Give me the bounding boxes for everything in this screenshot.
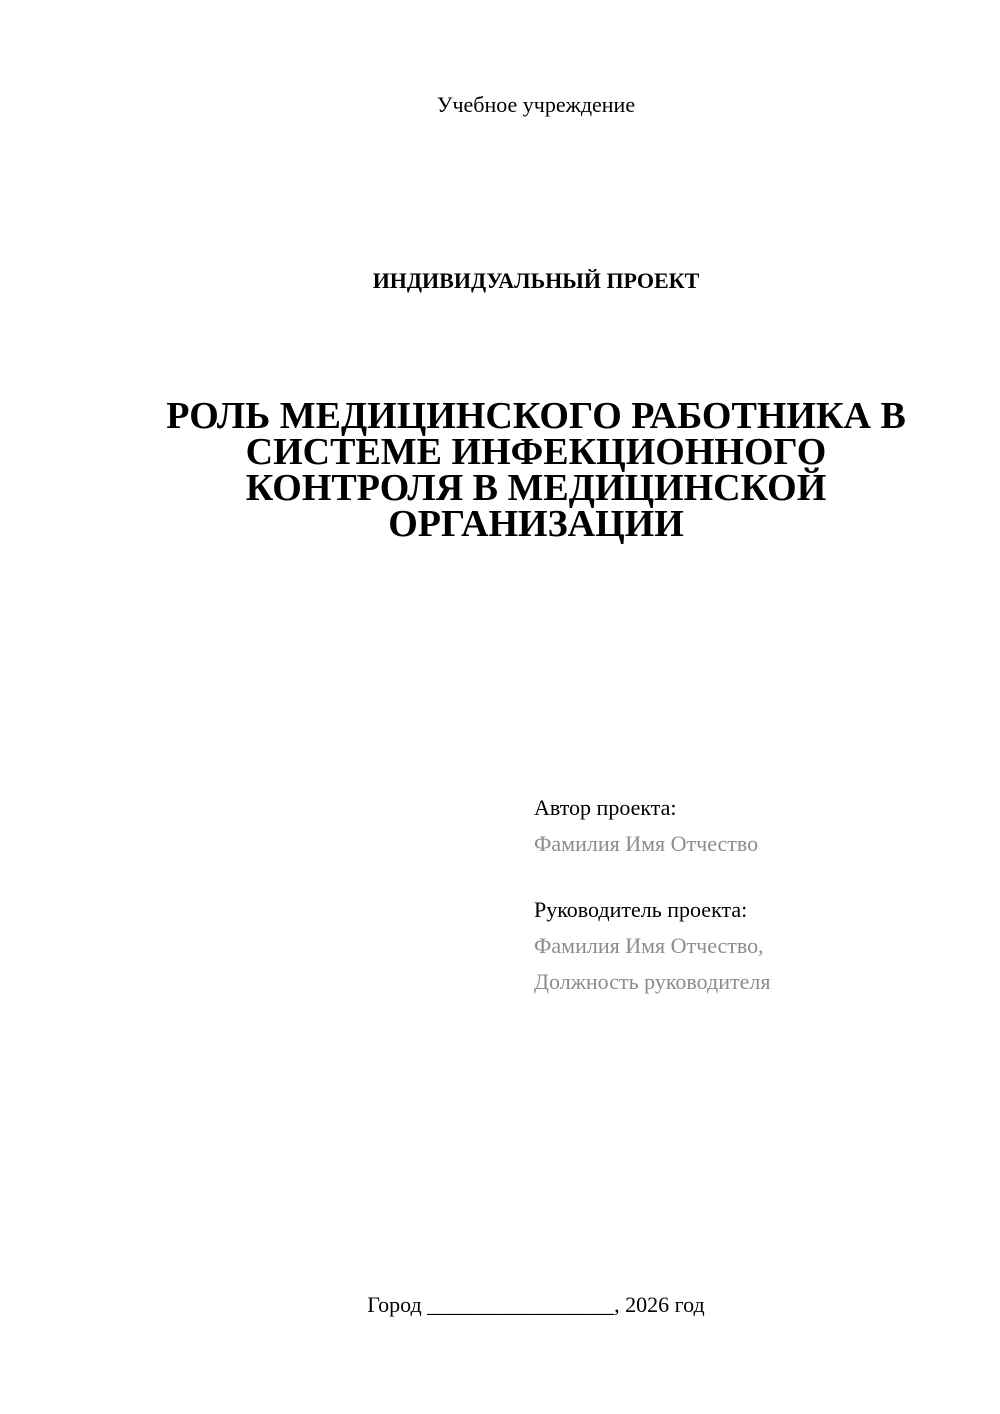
title-line: РОЛЬ МЕДИЦИНСКОГО РАБОТНИКА В xyxy=(166,395,906,437)
project-info xyxy=(534,790,770,1000)
supervisor-position: Должность руководителя xyxy=(534,969,771,994)
spacer xyxy=(534,862,770,892)
author-name: Фамилия Имя Отчество xyxy=(534,831,759,856)
institution-name: Учебное учреждение xyxy=(436,92,636,117)
title-line: КОНТРОЛЯ В МЕДИЦИНСКОЙ xyxy=(245,467,827,509)
project-title xyxy=(150,395,922,545)
supervisor-name: Фамилия Имя Отчество, xyxy=(534,933,764,958)
city-year-footer: Город _________________, 2026 год xyxy=(367,1292,705,1317)
document-type: ИНДИВИДУАЛЬНЫЙ ПРОЕКТ xyxy=(372,268,700,293)
supervisor-label: Руководитель проекта: xyxy=(534,897,748,922)
title-line: СИСТЕМЕ ИНФЕКЦИОННОГО xyxy=(245,431,827,473)
author-label: Автор проекта: xyxy=(534,795,677,820)
title-line: ОРГАНИЗАЦИИ xyxy=(388,503,684,545)
